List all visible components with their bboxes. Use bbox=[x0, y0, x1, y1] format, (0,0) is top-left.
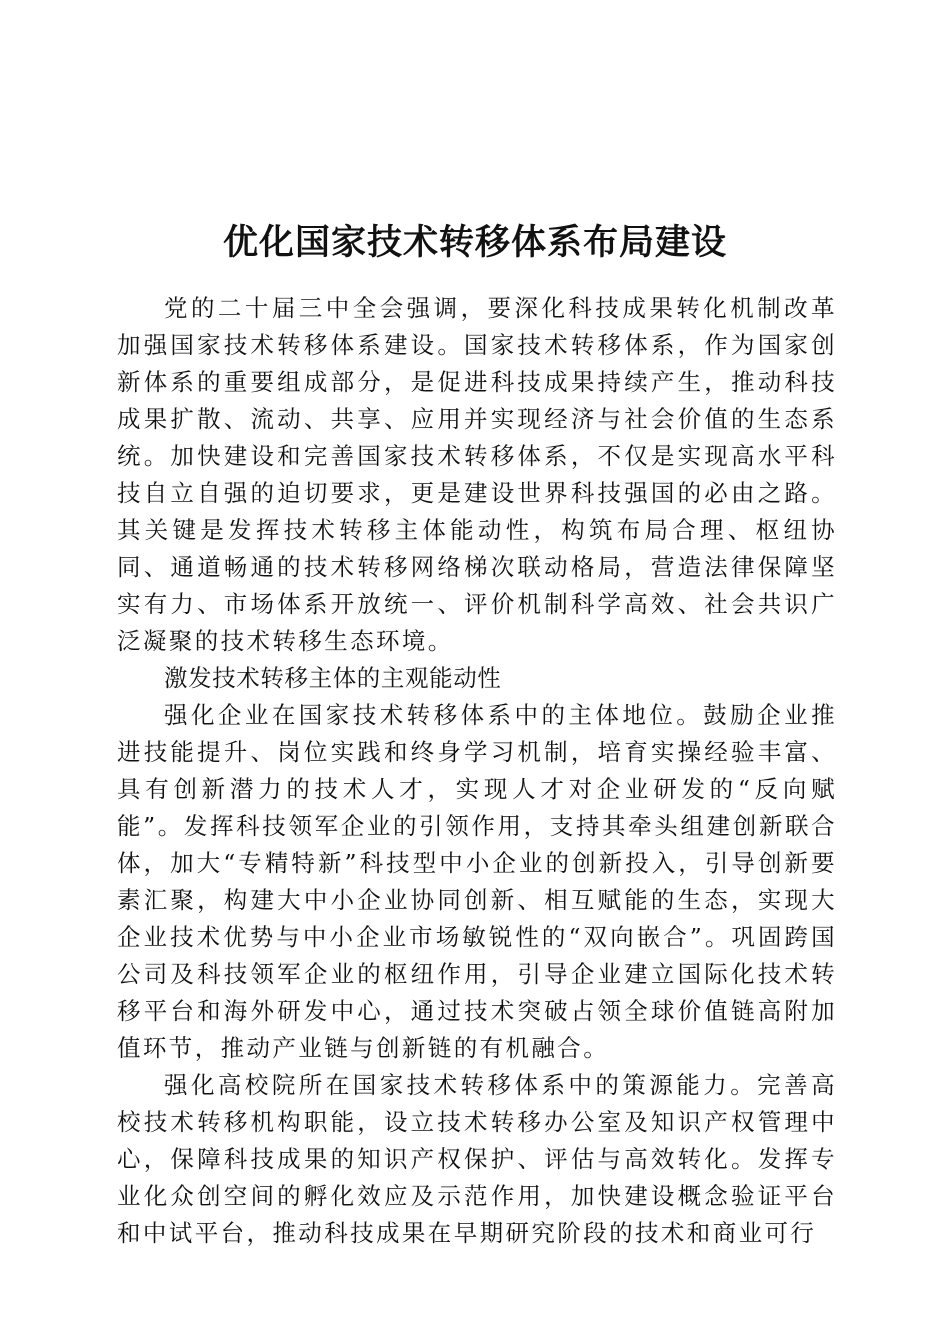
section-paragraph-2: 强化高校院所在国家技术转移体系中的策源能力。完善高校技术转移机构职能，设立技术转移办公室及知识产权管理中心，保障科技成果的知识产权保护、评估与高效转化。发挥专业化众创空间的孵化效应及示范作用，加快建设概念验证平台和中试平台，推动科技成果在早期研究阶段的技术和商业可行 bbox=[117, 1071, 837, 1247]
section-paragraph-1: 强化企业在国家技术转移体系中的主体地位。鼓励企业推进技能提升、岗位实践和终身学习机制，培育实操经验丰富、具有创新潜力的技术人才，实现人才对企业研发的“反向赋能”。发挥科技领军企业的引领作用，支持其牵头组建创新联合体，加大“专精特新”科技型中小企业的创新投入，引导创新要素汇聚，构建大中小企业协同创新、相互赋能的生态，实现大企业技术优势与中小企业市场敏锐性的“双向嵌合”。巩固跨国公司及科技领军企业的枢纽作用，引导企业建立国际化技术转移平台和海外研发中心，通过技术突破占领全球价值链高附加值环节，推动产业链与创新链的有机融合。 bbox=[117, 701, 837, 1062]
document-body bbox=[117, 290, 837, 1252]
intro-paragraph: 党的二十届三中全会强调，要深化科技成果转化机制改革加强国家技术转移体系建设。国家技术转移体系，作为国家创新体系的重要组成部分，是促进科技成果持续产生，推动科技成果扩散、流动、共享、应用并实现经济与社会价值的生态系统。加快建设和完善国家技术转移体系，不仅是实现高水平科技自立自强的迫切要求，更是建设世界科技强国的必由之路。其关键是发挥技术转移主体能动性，构筑布局合理、枢纽协同、通道畅通的技术转移网络梯次联动格局，营造法律保障坚实有力、市场体系开放统一、评价机制科学高效、社会共识广泛凝聚的技术转移生态环境。 bbox=[117, 294, 837, 655]
section-heading: 激发技术转移主体的主观能动性 bbox=[164, 664, 502, 692]
document-title: 优化国家技术转移体系布局建设 bbox=[222, 222, 727, 264]
